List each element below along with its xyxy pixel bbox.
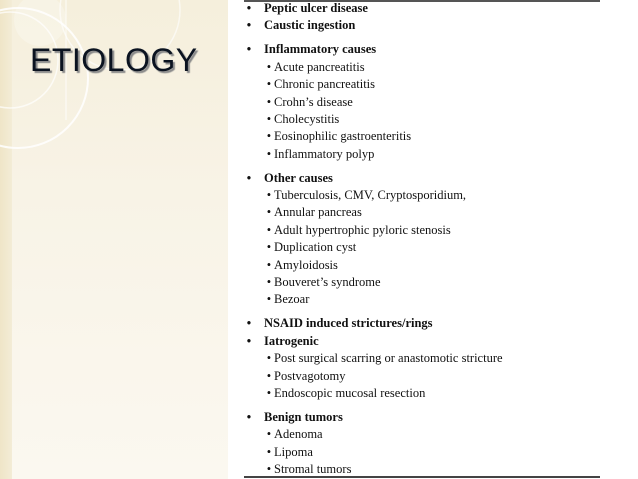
slide-title: ETIOLOGY xyxy=(30,42,198,78)
bullet-icon: • xyxy=(266,462,272,476)
bullet-icon: • xyxy=(266,59,272,74)
bullet-icon: • xyxy=(246,409,252,424)
bullet-icon: • xyxy=(266,222,272,237)
list-item-label: Bouveret’s syndrome xyxy=(274,275,381,289)
bullet-icon: • xyxy=(246,42,252,57)
bullet-icon: • xyxy=(246,333,252,348)
bullet-icon: • xyxy=(266,77,272,92)
list-item-label: Lipoma xyxy=(274,444,313,459)
list-item-label: Cholecystitis xyxy=(274,111,340,126)
bullet-icon: • xyxy=(266,257,272,272)
list-item-label: Chronic pancreatitis xyxy=(274,77,376,92)
list-item-label: Endoscopic mucosal resection xyxy=(274,385,426,400)
bullet-icon: • xyxy=(266,188,272,202)
category-heading-label: Benign tumors xyxy=(264,409,343,424)
bullet-icon: • xyxy=(266,385,272,400)
bullet-icon: • xyxy=(246,170,252,185)
list-item-label: Eosinophilic gastroenteritis xyxy=(274,129,412,144)
bullet-icon: • xyxy=(266,240,272,255)
list-item-label: Stromal tumors xyxy=(274,462,352,476)
bullet-icon: • xyxy=(246,1,252,15)
bullet-icon: • xyxy=(266,427,272,442)
list-item-label: Postvagotomy xyxy=(274,368,346,383)
list-item-label: Post surgical scarring or anastomotic stricture xyxy=(274,351,503,366)
bullet-icon: • xyxy=(266,129,272,144)
etiology-list xyxy=(228,0,638,479)
category-heading-label: Caustic ingestion xyxy=(264,18,356,33)
bullet-icon: • xyxy=(266,94,272,109)
bullet-icon: • xyxy=(266,111,272,126)
bullet-icon: • xyxy=(266,292,272,307)
bullet-icon: • xyxy=(266,275,272,289)
list-item-label: Adenoma xyxy=(274,427,323,442)
list-item-label: Amyloidosis xyxy=(274,257,338,272)
category-heading-label: NSAID induced strictures/rings xyxy=(264,316,433,331)
list-item-label: Inflammatory polyp xyxy=(274,146,375,161)
decorative-band xyxy=(0,0,228,479)
list-item-label: Adult hypertrophic pyloric stenosis xyxy=(274,222,451,237)
bullet-icon: • xyxy=(266,444,272,459)
category-heading-label: Iatrogenic xyxy=(264,333,319,348)
category-heading-label: Inflammatory causes xyxy=(264,42,377,57)
bullet-icon: • xyxy=(246,316,252,331)
bullet-icon: • xyxy=(266,368,272,383)
bullet-icon: • xyxy=(266,351,272,366)
list-item-label: Tuberculosis, CMV, Cryptosporidium, xyxy=(274,188,467,202)
list-item-label: Bezoar xyxy=(274,292,310,307)
category-heading-label: Other causes xyxy=(264,170,333,185)
list-item-label: Annular pancreas xyxy=(274,205,362,220)
bullet-icon: • xyxy=(266,205,272,220)
list-item-label: Duplication cyst xyxy=(274,240,357,255)
category-heading-label: Peptic ulcer disease xyxy=(264,1,368,15)
bullet-icon: • xyxy=(266,146,272,161)
list-item-label: Acute pancreatitis xyxy=(274,59,365,74)
bullet-icon: • xyxy=(246,18,252,33)
list-item-label: Crohn’s disease xyxy=(274,94,353,109)
